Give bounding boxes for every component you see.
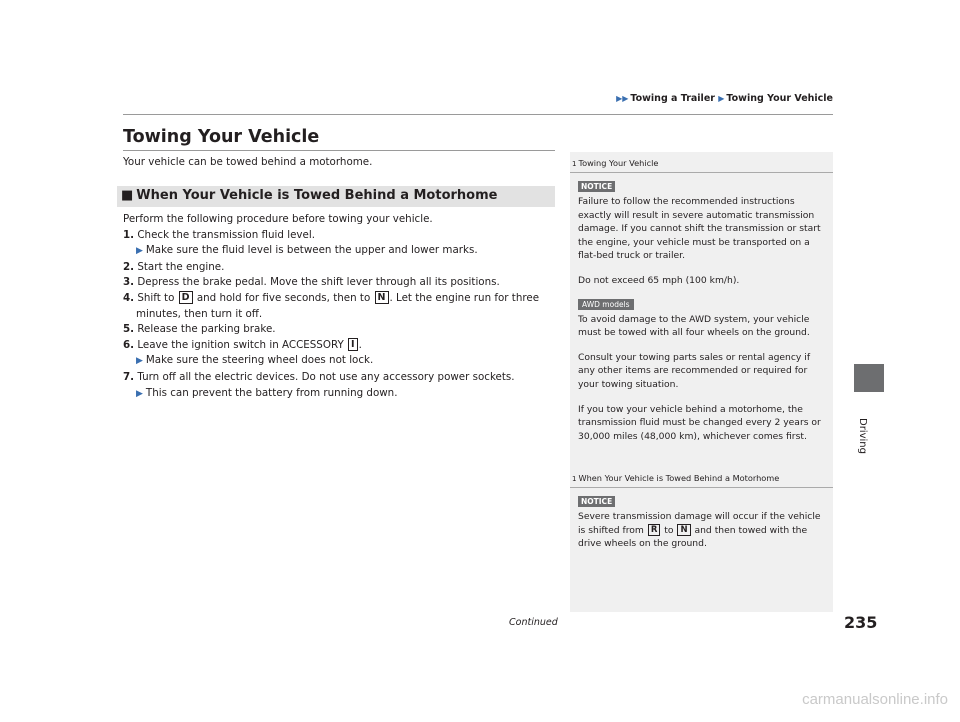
sidebar-divider (570, 487, 833, 488)
breadcrumb (616, 93, 833, 104)
step-1-sub: ▶ Make sure the fluid level is between the upper and lower marks. (136, 244, 478, 257)
triangle-bullet-icon: ▶ (136, 246, 143, 257)
header-divider (123, 114, 833, 115)
reference-mark-icon: 1 (572, 160, 577, 168)
procedure-lead: Perform the following procedure before towing your vehicle. (123, 213, 433, 225)
step-7: 7. Turn off all the electric devices. Do not use any accessory power sockets. (123, 370, 515, 383)
sidebar-p1: Failure to follow the recommended instructions exactly will result in severe automatic transmission damage. If you cannot shift the transmission or start the engine, your vehicle must be transported on a flat-bed truck or trailer. (578, 196, 821, 262)
breadcrumb-level1[interactable]: Towing a Trailer (630, 93, 715, 104)
step-7-sub: ▶ This can prevent the battery from running down. (136, 386, 398, 399)
sidebar-divider (570, 172, 833, 173)
sidebar-heading-2: 1 When Your Vehicle is Towed Behind a Motorhome (572, 473, 780, 483)
step-1: 1. Check the transmission fluid level. (123, 228, 315, 241)
chapter-label: Driving (857, 418, 868, 454)
triangle-bullet-icon: ▶ (136, 356, 143, 367)
procedure-steps (123, 212, 555, 402)
step-3: 3. Depress the brake pedal. Move the shift lever through all its positions. (123, 276, 500, 289)
key-accessory: I (348, 338, 358, 351)
intro-text: Your vehicle can be towed behind a motorhome. (123, 156, 373, 168)
section-heading (117, 186, 555, 207)
breadcrumb-level2[interactable]: Towing Your Vehicle (726, 93, 833, 104)
sidebar-p5: If you tow your vehicle behind a motorhome, the transmission fluid must be changed every 2 years or 30,000 miles (48,000 km), whichever comes first. (578, 403, 821, 442)
title-divider (123, 150, 555, 151)
triangle-bullet-icon: ▶ (136, 388, 143, 399)
notice-badge: NOTICE (578, 496, 615, 507)
sidebar-notes (570, 152, 833, 612)
sidebar-p2: Do not exceed 65 mph (100 km/h). (578, 274, 740, 286)
reference-mark-icon: 1 (572, 475, 577, 483)
breadcrumb-arrow-icon: ▶▶ (616, 94, 629, 103)
key-d: D (179, 291, 193, 304)
sidebar-p4: Consult your towing parts sales or rental agency if any other items are recommended or required for your towing situation. (578, 351, 811, 390)
key-n: N (677, 524, 690, 536)
square-bullet-icon: ■ (121, 188, 134, 203)
sidebar-section-2 (570, 469, 833, 551)
key-r: R (648, 524, 661, 536)
step-4-cont: minutes, then turn it off. (136, 307, 263, 320)
section-heading-text: When Your Vehicle is Towed Behind a Motorhome (136, 188, 498, 203)
key-n: N (375, 291, 389, 304)
step-2: 2. Start the engine. (123, 260, 225, 273)
sidebar-p3: To avoid damage to the AWD system, your vehicle must be towed with all four wheels on the ground. (578, 313, 810, 339)
sidebar-q1: Severe transmission damage will occur if the vehicle is shifted from R to N and then towed with the drive wheels on the ground. (578, 511, 821, 550)
sidebar-heading-1: 1 Towing Your Vehicle (572, 158, 659, 168)
continued-label: Continued (509, 617, 558, 628)
awd-badge: AWD models (578, 299, 634, 310)
step-5: 5. Release the parking brake. (123, 323, 276, 336)
chapter-tab (854, 364, 884, 392)
step-6-sub: ▶ Make sure the steering wheel does not lock. (136, 354, 374, 367)
step-4: 4. Shift to D and hold for five seconds, then to N . Let the engine run for three (123, 291, 540, 304)
page-number: 235 (844, 613, 878, 632)
notice-badge: NOTICE (578, 181, 615, 192)
page-title: Towing Your Vehicle (123, 127, 320, 147)
breadcrumb-arrow-icon: ▶ (718, 94, 725, 103)
step-6: 6. Leave the ignition switch in ACCESSORY I . (123, 338, 362, 351)
watermark: carmanualsonline.info (802, 691, 948, 708)
